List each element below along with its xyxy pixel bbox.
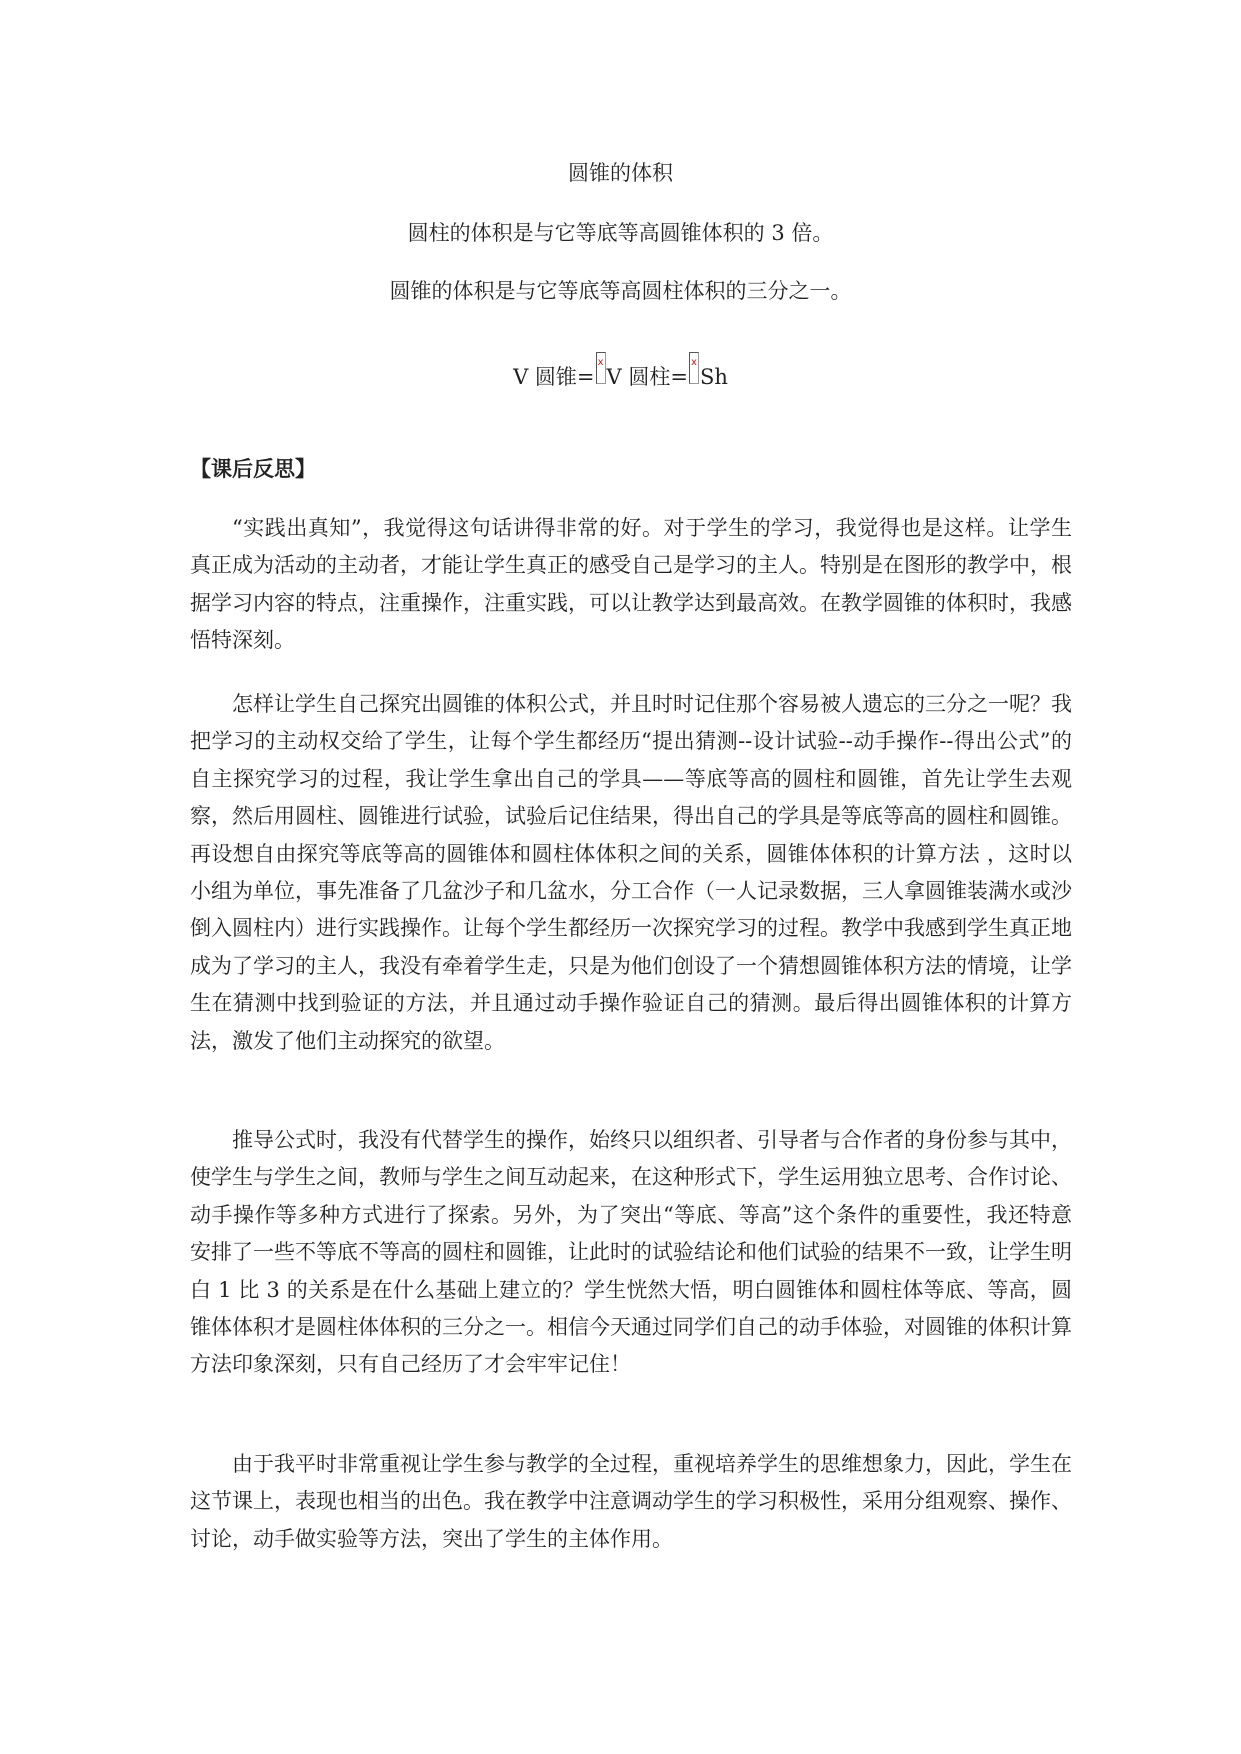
broken-image-icon: x: [596, 352, 606, 384]
volume-formula: [0, 352, 1241, 392]
formula-sh: Sh: [699, 365, 728, 389]
paragraph-1: “实践出真知”，我觉得这句话讲得非常的好。对于学生的学习，我觉得也是这样。让学生真正成为活动的主动者，才能让学生真正的感受自己是学习的主人。特别是在图形的教学中，根据学习内容的特点，注重操作，注重实践，可以让教学达到最高效。在教学圆锥的体积时，我感悟特深刻。: [190, 516, 1072, 653]
statement-cylinder: 圆柱的体积是与它等底等高圆锥体积的 3 倍。: [407, 221, 834, 245]
statement-cone: 圆锥的体积是与它等底等高圆柱体积的三分之一。: [389, 279, 852, 303]
paragraph-3: 推导公式时，我没有代替学生的操作，始终只以组织者、引导者与合作者的身份参与其中，使学生与学生之间，教师与学生之间互动起来，在这种形式下，学生运用独立思考、合作讨论、动手操作等多种方式进行了探索。另外，为了突出“等底、等高”这个条件的重要性，我还特意安排了一些不等底不等高的圆柱和圆锥，让此时的试验结论和他们试验的结果不一致，让学生明白 1 比 3 的关系是在什么基础上建立的？学生恍然大悟，明白圆锥体和圆柱体等底、等高，圆锥体体积才是圆柱体体积的三分之一。相信今天通过同学们自己的动手体验，对圆锥的体积计算方法印象深刻，只有自己经历了才会牢牢记住！: [190, 1128, 1072, 1377]
formula-cylinder-volume: V 圆柱=: [606, 365, 688, 389]
page-title: 圆锥的体积: [568, 161, 673, 185]
broken-image-icon: x: [689, 352, 699, 384]
section-heading-reflection: 【课后反思】: [190, 457, 316, 481]
paragraph-2: 怎样让学生自己探究出圆锥的体积公式，并且时时记住那个容易被人遗忘的三分之一呢？我把学习的主动权交给了学生，让每个学生都经历“提出猜测--设计试验--动手操作--得出公式”的自主探究学习的过程，我让学生拿出自己的学具——等底等高的圆柱和圆锥，首先让学生去观察，然后用圆柱、圆锥进行试验，试验后记住结果，得出自己的学具是等底等高的圆柱和圆锥。再设想自由探究等底等高的圆锥体和圆柱体体积之间的关系，圆锥体体积的计算方法 ，这时以小组为单位，事先准备了几盆沙子和几盆水，分工合作（一人记录数据，三人拿圆锥装满水或沙倒入圆柱内）进行实践操作。让每个学生都经历一次探究学习的过程。教学中我感到学生真正地成为了学习的主人，我没有牵着学生走，只是为他们创设了一个猜想圆锥体积方法的情境，让学生在猜测中找到验证的方法，并且通过动手操作验证自己的猜测。最后得出圆锥体积的计算方法，激发了他们主动探究的欲望。: [190, 692, 1072, 1053]
formula-cone-volume: V 圆锥=: [513, 365, 595, 389]
paragraph-4: 由于我平时非常重视让学生参与教学的全过程，重视培养学生的思维想象力，因此，学生在这节课上，表现也相当的出色。我在教学中注意调动学生的学习积极性，采用分组观察、操作、讨论，动手做实验等方法，突出了学生的主体作用。: [190, 1452, 1072, 1551]
